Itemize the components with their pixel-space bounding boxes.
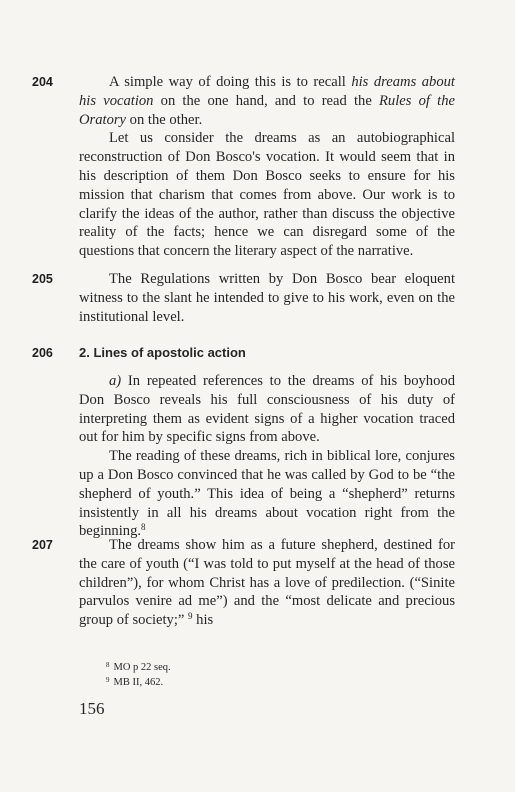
paragraph: The dreams show him as a future shepherd, destined for the care of youth (“I was told to put myself at the head of those children”), for whom Christ has a love of predilection. (“Sinite parvulos venire ad me”) and the “most delicate and precious group of society;” $^9$ his <box>79 537 455 629</box>
page-number: 156 <box>79 699 105 718</box>
italic-phrase: his dreams about his vocation <box>79 74 455 109</box>
margin-number: 207 <box>32 538 53 552</box>
margin-number: 205 <box>32 272 53 286</box>
margin-number: 204 <box>32 75 53 89</box>
footnote-mark: 8 <box>106 661 110 669</box>
italic-phrase: a) <box>109 373 122 389</box>
section-text <box>79 270 455 326</box>
paragraph: A simple way of doing this is to recall his dreams about his vocation on the one hand, and to read the Rules of the Oratory on the other. <box>79 74 455 128</box>
footnote-ref: 9 <box>188 611 193 622</box>
section-text <box>79 73 455 261</box>
italic-phrase: Rules of the Oratory <box>79 92 455 128</box>
section-text <box>79 536 455 630</box>
footnote-text: MO p 22 seq. <box>113 662 171 673</box>
footnote-mark: 9 <box>106 676 110 684</box>
section-text <box>79 372 455 541</box>
footnote-text: MB II, 462. <box>113 677 164 688</box>
footnote <box>106 659 171 674</box>
footnote-ref: 8 <box>141 522 146 533</box>
footnotes <box>106 659 171 689</box>
section-heading: 2. Lines of apostolic action <box>79 345 246 360</box>
margin-number: 206 <box>32 346 53 360</box>
paragraph: The reading of these dreams, rich in biblical lore, conjures up a Don Bosco convinced that he was called by God to be “the shepherd of youth.” This idea of being a “shepherd” returns insistently in all his dreams about vocation right from the beginning.$^8$ <box>79 448 455 540</box>
paragraph: The Regulations written by Don Bosco bear eloquent witness to the slant he intended to give to his work, even on the institutional level. <box>79 271 455 325</box>
footnote <box>106 674 171 689</box>
paragraph: a) In repeated references to the dreams of his boyhood Don Bosco reveals his full consciousness of his duty of interpreting them as evident signs of a higher vocation traced out for him by specific signs from above. <box>79 373 455 446</box>
paragraph: Let us consider the dreams as an autobiographical reconstruction of Don Bosco's vocation. It would seem that in his description of them Don Bosco seeks to ensure for his mission that charism that comes from above. Our work is to clarify the ideas of the author, rather than discuss the objective reality of the facts; hence we can disregard some of the questions that concern the literary aspect of the narrative. <box>79 130 455 260</box>
